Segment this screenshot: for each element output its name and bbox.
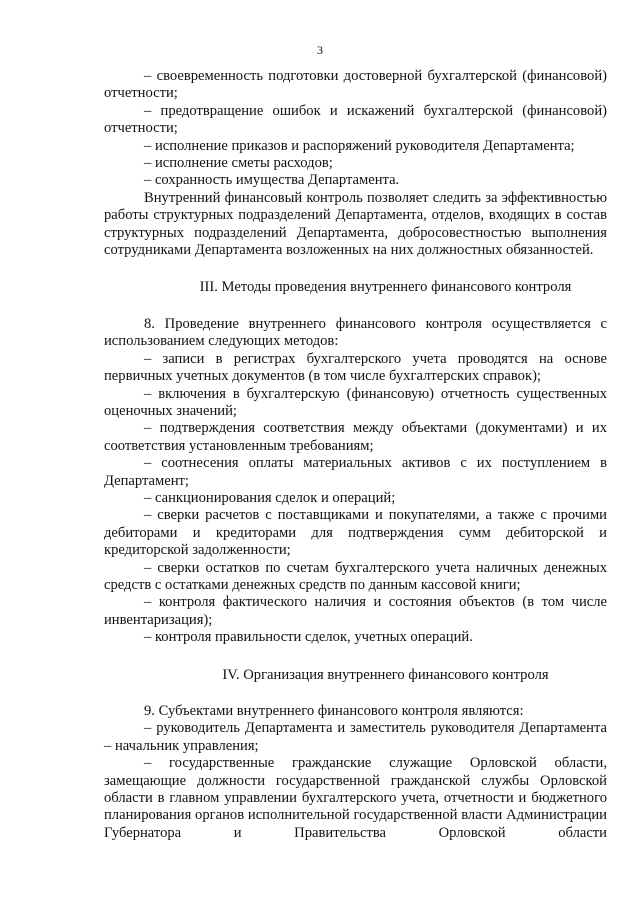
list-item: – контроля правильности сделок, учетных операций. bbox=[144, 629, 473, 646]
list-item: – соотнесения оплаты материальных активов с их поступлением в Департамент; bbox=[104, 455, 607, 489]
paragraph: Внутренний финансовый контроль позволяет следить за эффективностью работы структурных подразделений Департамента, отделов, входящих в состав структурных подразделений Департамента, добросовестностью выполнения сотрудниками Департамента возложенных на них должностных обязанностей. bbox=[104, 189, 607, 259]
list-item: – подтверждения соответствия между объектами (документами) и их соответствия установленным требованиям; bbox=[104, 420, 607, 454]
page-number: 3 bbox=[317, 43, 323, 57]
list-item: – сверки расчетов с поставщиками и покупателями, а также с прочими дебиторами и кредиторами для подтверждения сумм дебиторской и кредиторской задолженности; bbox=[104, 507, 607, 559]
list-item: – включения в бухгалтерскую (финансовую) отчетность существенных оценочных значений; bbox=[104, 385, 607, 419]
list-item: – государственные гражданские служащие Орловской области, замещающие должности государственной гражданской службы Орловской области в главном управлении бухгалтерского учета, отчетности и бюджетного планирования органов исполнительной государственной власти Администрации Губернатора и Правительства Орловской области bbox=[104, 755, 607, 841]
list-item: – сверки остатков по счетам бухгалтерского учета наличных денежных средств с остатками денежных средств по данным кассовой книги; bbox=[104, 559, 607, 593]
list-item: – предотвращение ошибок и искажений бухгалтерской (финансовой) отчетности; bbox=[104, 102, 607, 137]
paragraph: 9. Субъектами внутреннего финансового контроля являются: bbox=[144, 703, 524, 719]
list-item: – записи в регистрах бухгалтерского учета проводятся на основе первичных учетных документов (в том числе бухгалтерских справок); bbox=[104, 350, 607, 385]
document-body bbox=[104, 68, 607, 842]
list-item: – исполнение приказов и распоряжений руководителя Департамента; bbox=[144, 137, 575, 154]
list-item: – руководитель Департамента и заместитель руководителя Департамента – начальник управления; bbox=[104, 720, 607, 754]
paragraph: 8. Проведение внутреннего финансового контроля осуществляется с использованием следующих методов: bbox=[104, 315, 607, 350]
list-item: – контроля фактического наличия и состояния объектов (в том числе инвентаризация); bbox=[104, 594, 607, 628]
list-item: – санкционирования сделок и операций; bbox=[144, 489, 396, 506]
list-item: – исполнение сметы расходов; bbox=[144, 155, 333, 172]
list-item: – своевременность подготовки достоверной бухгалтерской (финансовой) отчетности; bbox=[104, 68, 607, 102]
section-heading: III. Методы проведения внутреннего финансового контроля bbox=[199, 279, 572, 296]
section-heading: IV. Организация внутреннего финансового контроля bbox=[222, 666, 549, 683]
list-item: – сохранность имущества Департамента. bbox=[144, 172, 400, 189]
